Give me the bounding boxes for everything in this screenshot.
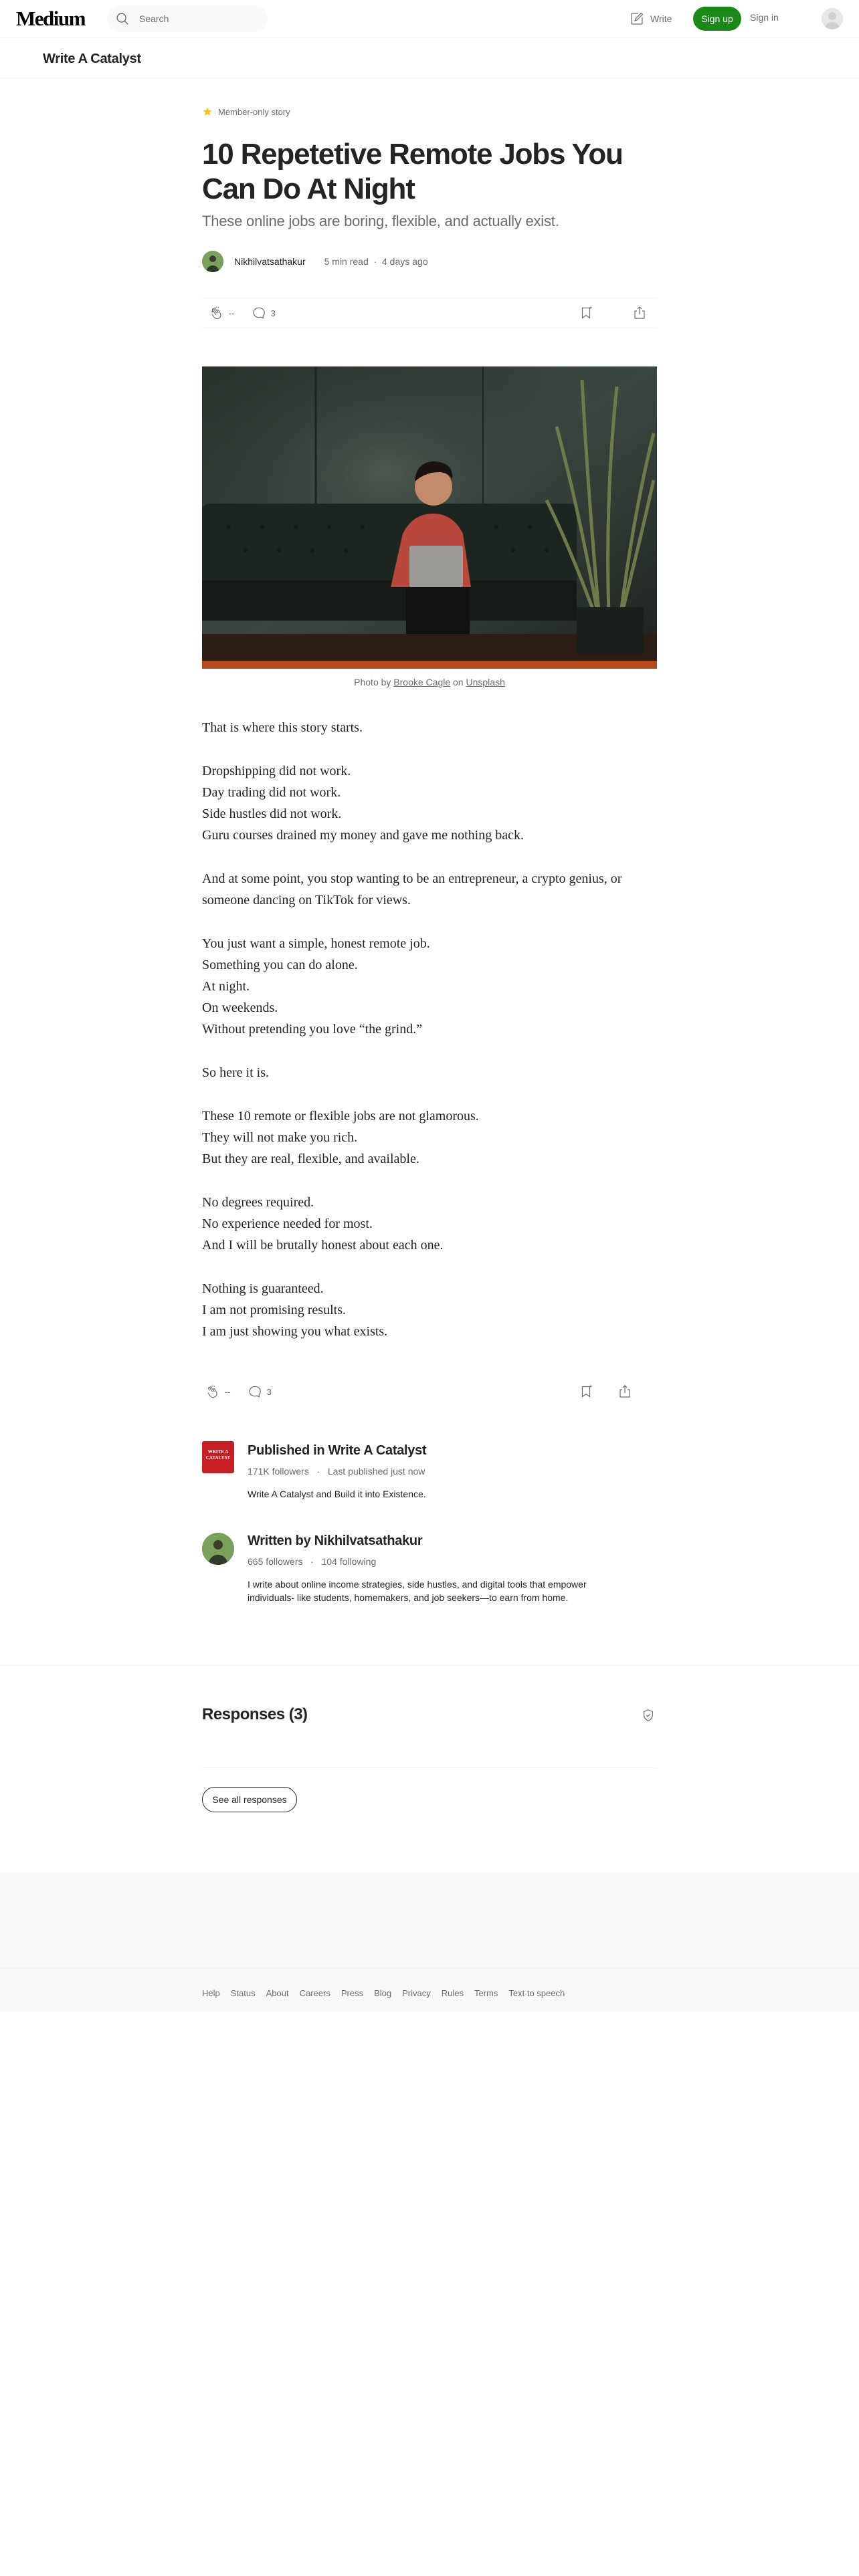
- paragraph-line: You just want a simple, honest remote job.: [202, 936, 430, 951]
- footer-link-terms[interactable]: Terms: [474, 1988, 498, 1998]
- caption-mid: on: [453, 677, 464, 687]
- action-bar-top: [202, 298, 657, 328]
- star-icon: [202, 106, 213, 117]
- responses-title: Responses (3): [202, 1705, 308, 1723]
- footer: [0, 1968, 859, 2012]
- publisher-description: Write A Catalyst and Build it into Existence.: [248, 1489, 426, 1499]
- meta-separator: ·: [368, 256, 382, 267]
- clap-count-bottom: --: [225, 1386, 231, 1397]
- write-label: Write: [650, 13, 672, 24]
- footer-links: [202, 1988, 565, 1998]
- publisher-followers[interactable]: 171K followers: [248, 1466, 309, 1477]
- responses-section: [0, 1665, 859, 1872]
- write-icon: [629, 11, 645, 27]
- caption-prefix: Photo by: [354, 677, 391, 687]
- comment-icon: [247, 1384, 263, 1400]
- responses-count: 3: [270, 308, 276, 318]
- share-button[interactable]: [632, 305, 648, 321]
- image-caption: [202, 677, 657, 687]
- paragraph-line: They will not make you rich.: [202, 1130, 358, 1145]
- hero-image: [202, 366, 657, 669]
- paragraph-line: And at some point, you stop wanting to be an entrepreneur, a crypto genius, or someone dancing on TikTok for views.: [202, 871, 622, 907]
- publication-logo[interactable]: WRITE A CATALYST: [202, 1441, 234, 1473]
- top-navbar: [0, 0, 859, 38]
- publication-name[interactable]: Write A Catalyst: [43, 51, 141, 66]
- author-card-meta: [248, 1556, 376, 1567]
- footer-link-text-to-speech[interactable]: Text to speech: [508, 1988, 565, 1998]
- article-paragraph: [202, 760, 657, 846]
- share-icon: [632, 305, 648, 321]
- footer-link-rules[interactable]: Rules: [441, 1988, 464, 1998]
- article-paragraph: [202, 1192, 657, 1256]
- article-body: [202, 717, 657, 1364]
- paragraph-line: That is where this story starts.: [202, 720, 363, 735]
- footer-link-status[interactable]: Status: [230, 1988, 256, 1998]
- article-paragraph: [202, 1105, 657, 1170]
- paragraph-line: Dropshipping did not work.: [202, 764, 351, 778]
- article-paragraph: [202, 1062, 657, 1083]
- author-bio: I write about online income strategies, side hustles, and digital tools that empower individuals- like students, homemakers, and job seekers—to earn from home.: [248, 1579, 587, 1603]
- bookmark-button[interactable]: [578, 305, 594, 321]
- see-all-responses-button[interactable]: See all responses: [202, 1787, 297, 1812]
- publisher-last-published: Last published just now: [327, 1466, 425, 1477]
- article-paragraph: [202, 1278, 657, 1342]
- footer-link-help[interactable]: Help: [202, 1988, 220, 1998]
- paragraph-line: These 10 remote or flexible jobs are not glamorous.: [202, 1109, 479, 1123]
- search-input[interactable]: Search: [139, 13, 169, 24]
- responses-count-bottom: 3: [266, 1386, 272, 1397]
- author-card-title[interactable]: Written by Nikhilvatsathakur: [248, 1533, 423, 1548]
- paragraph-line: Nothing is guaranteed.: [202, 1281, 324, 1296]
- user-avatar[interactable]: [822, 8, 843, 29]
- clap-icon: [209, 305, 225, 321]
- paragraph-line: No degrees required.: [202, 1195, 314, 1210]
- signin-link[interactable]: Sign in: [750, 12, 779, 23]
- clap-button-bottom[interactable]: [205, 1384, 231, 1400]
- paragraph-line: Something you can do alone.: [202, 958, 358, 972]
- shield-button[interactable]: [641, 1708, 656, 1726]
- footer-link-privacy[interactable]: Privacy: [402, 1988, 431, 1998]
- read-time: 5 min read: [324, 256, 369, 267]
- paragraph-line: But they are real, flexible, and available.: [202, 1152, 419, 1166]
- bookmark-button-bottom[interactable]: [578, 1384, 594, 1400]
- clap-button[interactable]: [209, 305, 235, 321]
- author-name[interactable]: Nikhilvatsathakur: [234, 256, 306, 267]
- caption-photographer-link[interactable]: Brooke Cagle: [393, 677, 451, 687]
- article-paragraph: [202, 933, 657, 1040]
- article-title: 10 Repetetive Remote Jobs You Can Do At Night: [202, 138, 623, 205]
- meta-separator: ·: [305, 1556, 319, 1567]
- write-button[interactable]: [629, 9, 672, 28]
- paragraph-line: Guru courses drained my money and gave me nothing back.: [202, 828, 524, 843]
- publication-bar: [0, 38, 859, 78]
- share-icon: [617, 1384, 633, 1400]
- footer-link-careers[interactable]: Careers: [299, 1988, 330, 1998]
- paragraph-line: Day trading did not work.: [202, 785, 341, 800]
- publish-date: 4 days ago: [382, 256, 428, 267]
- member-only-badge: [202, 102, 290, 121]
- footer-link-blog[interactable]: Blog: [374, 1988, 392, 1998]
- author-photo-icon: [202, 251, 223, 272]
- author-photo-icon: [202, 1533, 234, 1565]
- paragraph-line: So here it is.: [202, 1065, 269, 1080]
- search-box[interactable]: [107, 5, 268, 32]
- paragraph-line: Side hustles did not work.: [202, 807, 342, 821]
- responses-divider: [202, 1767, 657, 1768]
- author-followers[interactable]: 665 followers: [248, 1556, 303, 1567]
- paragraph-line: I am just showing you what exists.: [202, 1324, 388, 1339]
- article-subtitle: These online jobs are boring, flexible, and actually exist.: [202, 213, 559, 229]
- paragraph-line: And I will be brutally honest about each one.: [202, 1238, 444, 1253]
- article-paragraph: [202, 868, 657, 911]
- action-bar-bottom: [198, 1376, 653, 1407]
- caption-source-link[interactable]: Unsplash: [466, 677, 505, 687]
- author-avatar[interactable]: [202, 251, 223, 272]
- paragraph-line: I am not promising results.: [202, 1303, 346, 1317]
- bookmark-icon: [578, 1384, 594, 1400]
- comment-icon: [251, 305, 267, 321]
- author-following[interactable]: 104 following: [321, 1556, 377, 1567]
- author-card-avatar[interactable]: [202, 1533, 234, 1565]
- medium-logo[interactable]: Medium: [16, 7, 85, 30]
- paragraph-line: On weekends.: [202, 1000, 278, 1015]
- member-only-label: Member-only story: [218, 106, 290, 117]
- paragraph-line: At night.: [202, 979, 250, 994]
- search-icon: [115, 11, 130, 26]
- bookmark-icon: [578, 305, 594, 321]
- shield-icon: [641, 1708, 656, 1723]
- meta-separator: ·: [311, 1466, 325, 1477]
- clap-icon: [205, 1384, 221, 1400]
- paragraph-line: No experience needed for most.: [202, 1216, 373, 1231]
- responses-button[interactable]: [251, 305, 276, 321]
- footer-link-about[interactable]: About: [266, 1988, 289, 1998]
- article-paragraph: [202, 717, 657, 738]
- publisher-card-title[interactable]: Published in Write A Catalyst: [248, 1443, 427, 1458]
- clap-count: --: [229, 308, 235, 318]
- author-row: [202, 250, 428, 273]
- footer-link-press[interactable]: Press: [341, 1988, 364, 1998]
- responses-button-bottom[interactable]: [247, 1384, 272, 1400]
- share-button-bottom[interactable]: [617, 1384, 633, 1400]
- user-icon: [822, 8, 843, 29]
- hero-photo-illustration: [202, 366, 657, 669]
- publisher-card-meta: [248, 1466, 425, 1477]
- paragraph-line: Without pretending you love “the grind.”: [202, 1022, 423, 1037]
- signup-button[interactable]: Sign up: [693, 7, 741, 31]
